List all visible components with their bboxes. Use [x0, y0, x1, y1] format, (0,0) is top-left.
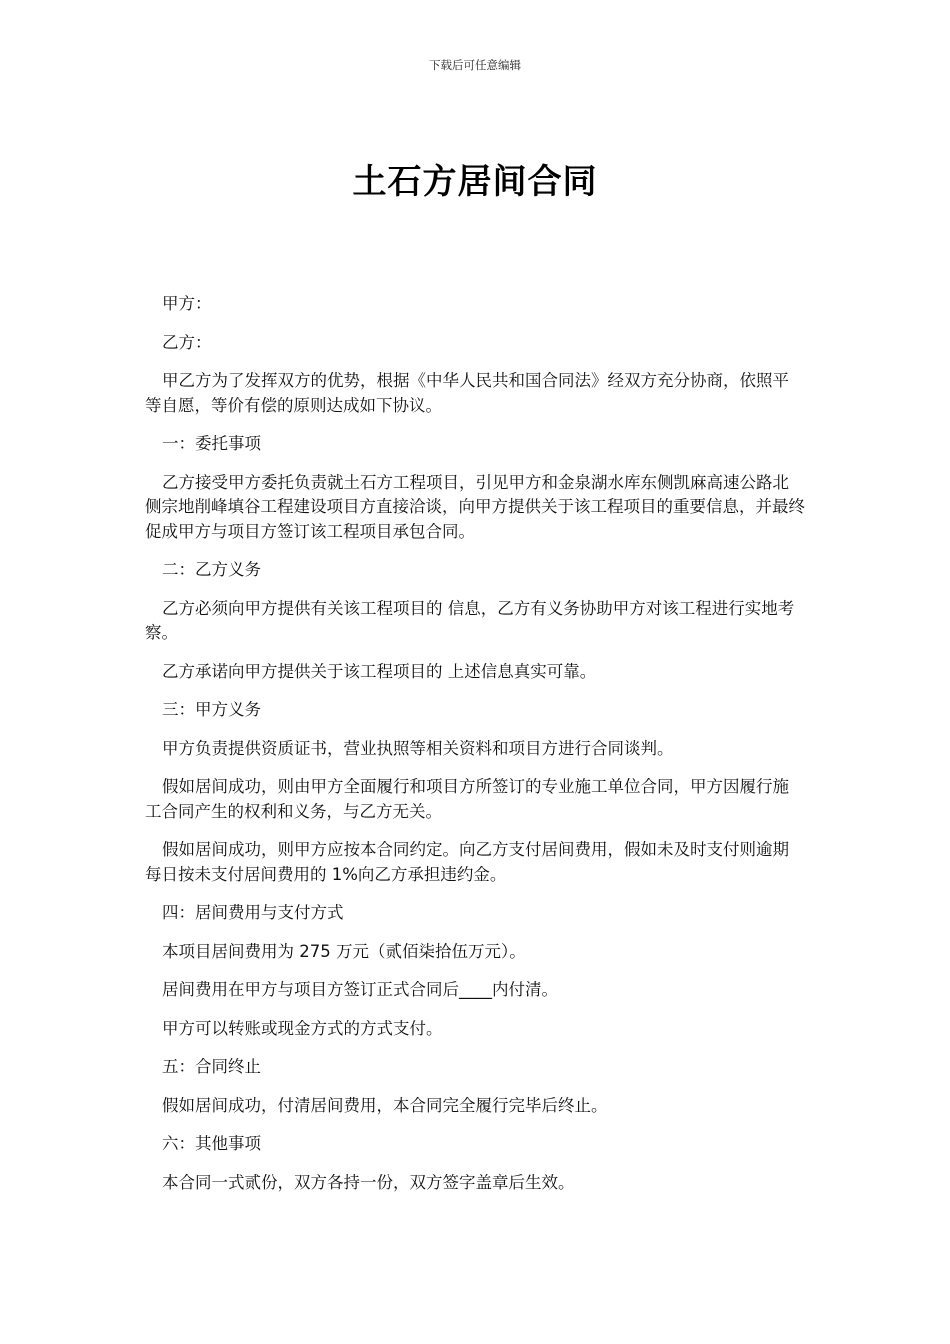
fees-paragraph: 居间费用在甲方与项目方签订正式合同后____内付清。 [162, 980, 558, 999]
party-b-obligation-paragraph: 乙方承诺向甲方提供关于该工程项目的 上述信息真实可靠。 [162, 661, 597, 681]
section-heading-other-matters: 六：其他事项 [162, 1134, 261, 1153]
section-heading-party-b-obligations: 二：乙方义务 [162, 560, 261, 579]
section-heading-party-a-obligations: 三：甲方义务 [162, 700, 261, 719]
termination-paragraph: 假如居间成功，付清居间费用，本合同完全履行完毕后终止。 [162, 1095, 608, 1115]
party-a-obligation-paragraph: 假如居间成功，则由甲方全面履行和项目方所签订的专业施工单位合同，甲方因履行施工合同产生的权利和义务，与乙方无关。 [145, 777, 789, 821]
preamble-paragraph: 甲乙方为了发挥双方的优势，根据《中华人民共和国合同法》经双方充分协商，依照平等自愿，等价有偿的原则达成如下协议。 [145, 371, 789, 415]
section-heading-termination: 五：合同终止 [162, 1057, 261, 1076]
fees-paragraph: 甲方可以转账或现金方式的方式支付。 [162, 1018, 443, 1038]
party-a-line: 甲方： [162, 294, 212, 313]
party-b-obligation-paragraph: 乙方必须向甲方提供有关该工程项目的 信息，乙方有义务协助甲方对该工程进行实地考察。 [145, 598, 795, 642]
party-a-obligation-paragraph: 甲方负责提供资质证书，营业执照等相关资料和项目方进行合同谈判。 [162, 738, 674, 758]
document-body [145, 292, 805, 1209]
party-b-line: 乙方： [162, 332, 212, 352]
document-title: 土石方居间合同 [352, 162, 598, 202]
section-heading-entrusted-matters: 一：委托事项 [162, 434, 261, 453]
header-note: 下载后可任意编辑 [429, 58, 521, 72]
fees-paragraph: 本项目居间费用为 275 万元（贰佰柒拾伍万元）。 [162, 941, 526, 961]
party-a-obligation-paragraph: 假如居间成功，则甲方应按本合同约定。向乙方支付居间费用，假如未及时支付则逾期每日按未支付居间费用的 1%向乙方承担违约金。 [145, 840, 789, 884]
section-heading-fees-payment: 四：居间费用与支付方式 [162, 903, 344, 922]
other-matters-paragraph: 本合同一式贰份，双方各持一份，双方签字盖章后生效。 [162, 1172, 575, 1192]
entrusted-matters-paragraph: 乙方接受甲方委托负责就土石方工程项目，引见甲方和金泉湖水库东侧凯麻高速公路北侧宗地削峰填谷工程建设项目方直接洽谈，向甲方提供关于该工程项目的重要信息，并最终促成甲方与项目方签订该工程项目承包合同。 [145, 472, 805, 541]
